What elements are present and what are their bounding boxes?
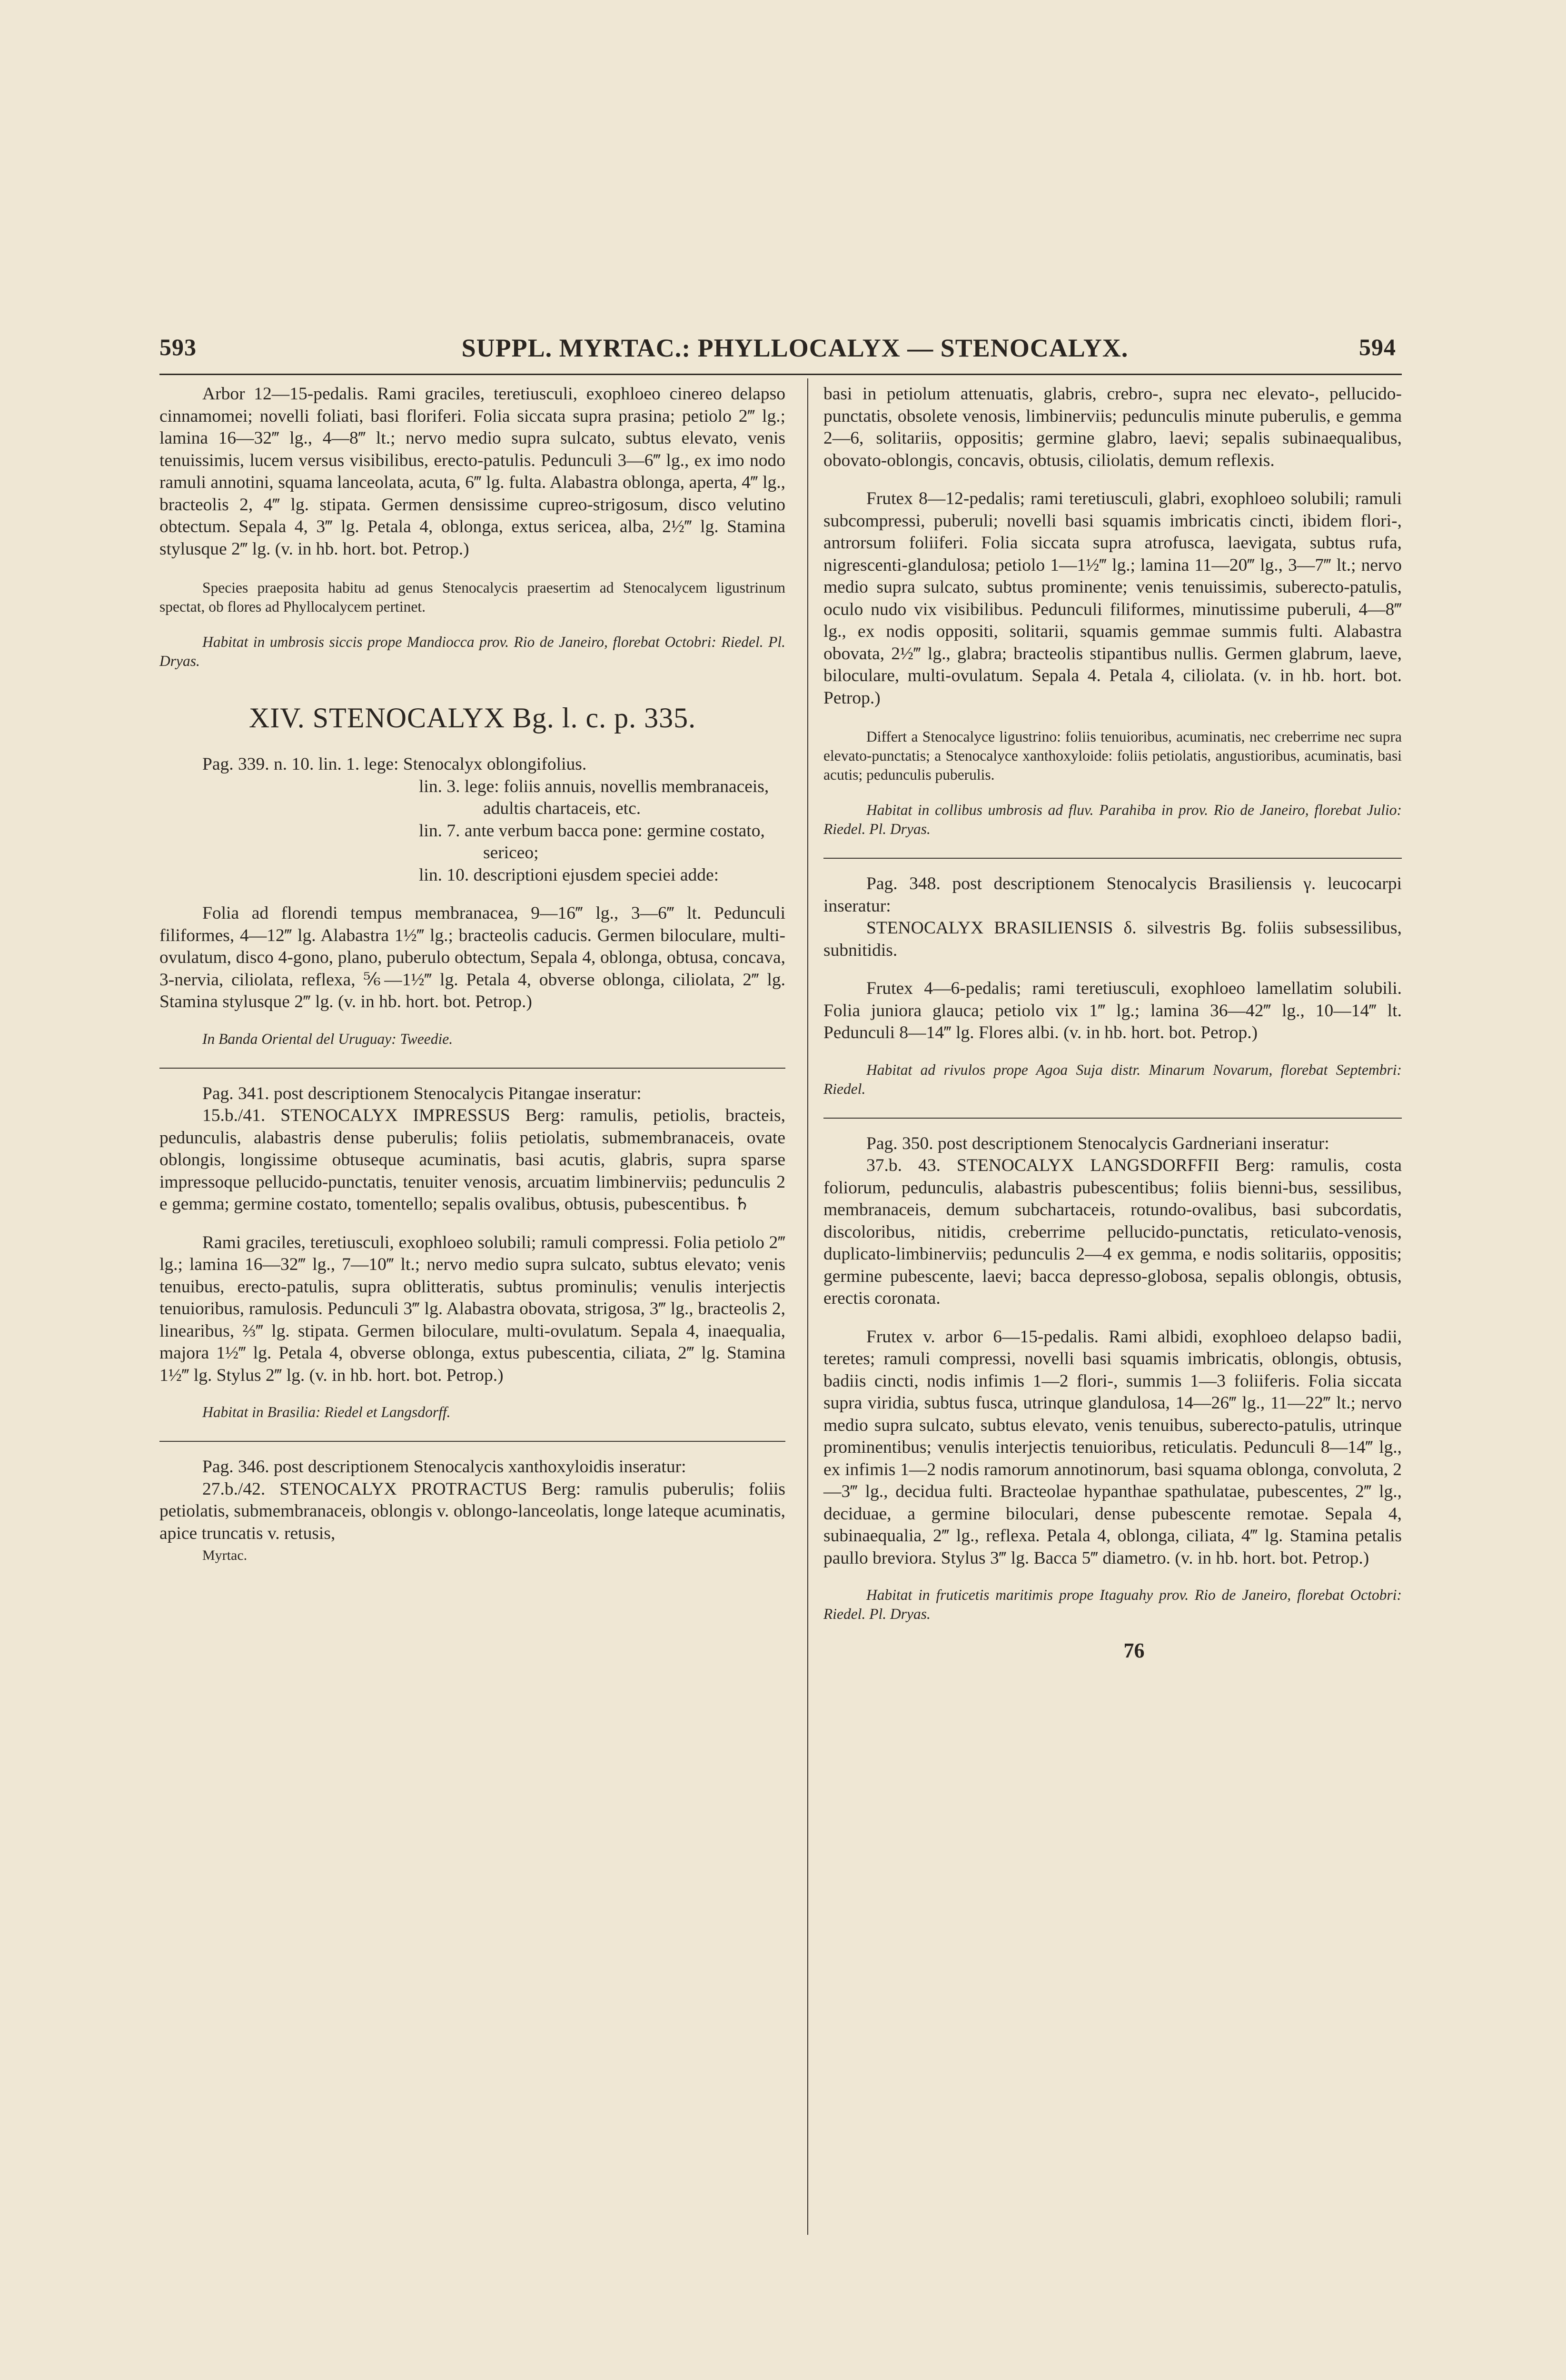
column-divider: [807, 378, 808, 2235]
habitat-note: In Banda Oriental del Uruguay: Tweedie.: [202, 1030, 453, 1047]
description-paragraph: Rami graciles, teretiusculi, exophloeo solubili; ramuli compressi. Folia petiolo 2‴ lg.; lamina 16—32‴ lg., 7—10‴ lt.; nervo medio supra sulcato, subtus elevato; venis tenuibus, erecto-patulis, supra oblitteratis, subtus prominulis; venulis interjectis tenuioribus, ramulosis. Pedunculi 3‴ lg. Alabastra obovata, strigosa, 3‴ lg., bracteolis 2, linearibus, ⅔‴ lg. stipata. Germen biloculare, multi-ovulatum. Sepala 4, inaequalia, majora 1½‴ lg. Petala 4, obverse oblonga, extus pubescentia, ciliata, 2‴ lg. Stamina 1½‴ lg. Stylus 2‴ lg. (v. in hb. hort. bot. Petrop.): [159, 1232, 785, 1385]
page-number-left: 593: [159, 334, 197, 360]
description-paragraph: Frutex v. arbor 6—15-pedalis. Rami albidi, exophloeo delapso badii, teretes; ramuli compressi, novelli basi squamis imbricatis, oblongis, obtusis, badiis cincti, nodis infimis 1—2 flori-, summis 1—3 foliiferis. Folia siccata supra viridia, subtus fusca, utrinque glandulosa, 14—26‴ lg., 11—22‴ lt.; nervo medio supra sulcato, subtus elevato, venis tenuibus, suberecto-patulis, utrinque prominentibus; venulis interjectis tenuioribus, reticulatis. Pedunculi 8—14‴ lg., ex infimis 1—2 nodis ramorum annotinorum, basi squama oblonga, convoluta, 2—3‴ lg., decidua fulti. Bracteolae hypanthae spathulatae, pubescentes, 2‴ lg., deciduae, a germine biloculari, dense pubescente remotae. Sepala 4, subinaequalia, 2‴ lg., reflexa. Petala 4, oblonga, ciliata, 4‴ lg. Stamina petalis paullo breviora. Stylus 3‴ lg. Bacca 5‴ diametro. (v. in hb. hort. bot. Petrop.): [823, 1327, 1402, 1568]
description-paragraph: Arbor 12—15-pedalis. Rami graciles, teretiusculi, exophloeo cinereo delapso cinnamomei; novelli foliati, basi floriferi. Folia siccata supra prasina; petiolo 2‴ lg.; lamina 16—32‴ lg., 4—8‴ lt.; nervo medio supra sulcato, subtus elevato, venis tenuissimis, lucem versus visibilibus, erecto-patulis. Pedunculi 3—6‴ lg., ex imo nodo ramuli annotini, squama lanceolata, acuta, 6‴ lg. fulta. Alabastra oblonga, aperta, 4‴ lg., bracteolis 2, 4‴ lg. stipata. Germen densissime cupreo-strigosum, disco velutino obtectum. Sepala 4, 3‴ lg. Petala 4, oblonga, extus sericea, alba, 2½‴ lg. Stamina stylusque 2‴ lg. (v. in hb. hort. bot. Petrop.): [159, 384, 785, 559]
page-reference: Pag. 339. n. 10. lin. 1. lege: Stenocalyx oblongifolius.: [202, 754, 587, 774]
variety-diagnosis: STENOCALYX BRASILIENSIS δ. silvestris Bg. foliis subsessilibus, subnitidis.: [823, 918, 1402, 960]
line-correction-cont: adultis chartaceis, etc.: [483, 799, 641, 818]
page-reference: Pag. 341. post descriptionem Stenocalycis Pitangae inseratur:: [202, 1083, 642, 1103]
separator-line: [823, 1118, 1402, 1119]
separator-line: [159, 1068, 785, 1069]
species-diagnosis: 37.b. 43. STENOCALYX LANGSDORFFII Berg: ramulis, costa foliorum, pedunculis, alabastris pubescentibus; foliis bienni-bus, sessilibus, membranaceis, demum subchartaceis, rotundo-ovalibus, basi subcordatis, discoloribus, nitidis, creberrime pellucido-punctatis, reticulato-venosis, duplicato-limbinerviis; pedunculis 2—4 ex gemma, e nodis solitariis, oppositis; germine pubescente, laevi; bacca depresso-globosa, sepalis oblongis, obtusis, erectis coronata.: [823, 1156, 1402, 1308]
description-paragraph: Frutex 4—6-pedalis; rami teretiusculi, exophloeo lamellatim solubili. Folia juniora glauca; petiolo vix 1‴ lg.; lamina 36—42‴ lg., 10—14‴ lt. Pedunculi 8—14‴ lg. Flores albi. (v. in hb. hort. bot. Petrop.): [823, 979, 1402, 1042]
line-correction-text: lin. 7. ante verbum bacca pone: germine costato,: [419, 821, 765, 841]
page-reference: Pag. 350. post descriptionem Stenocalycis Gardneriani inseratur:: [866, 1133, 1329, 1153]
line-correction: [159, 776, 785, 820]
separator-line: [823, 858, 1402, 859]
running-title: SUPPL. MYRTAC.: PHYLLOCALYX — STENOCALYX.: [461, 334, 1129, 362]
left-column: [159, 383, 785, 1567]
line-correction-cont: sericeo;: [483, 843, 539, 863]
line-correction: lin. 10. descriptioni ejusdem speciei adde:: [419, 865, 719, 885]
page-reference: Pag. 348. post descriptionem Stenocalycis Brasiliensis γ. leucocarpi inseratur:: [823, 874, 1402, 916]
right-column: [823, 383, 1402, 1662]
habitat-note: Habitat in umbrosis siccis prope Mandiocca prov. Rio de Janeiro, florebat Octobri: Riedel. Pl. Dryas.: [159, 634, 785, 669]
header-rule: [159, 374, 1402, 375]
section-heading: XIV. STENOCALYX Bg. l. c. p. 335.: [248, 702, 696, 734]
habitat-note: Habitat ad rivulos prope Agoa Suja distr. Minarum Novarum, florebat Septembri: Riedel.: [823, 1061, 1402, 1097]
line-correction-text: lin. 3. lege: foliis annuis, novellis membranaceis,: [419, 776, 769, 796]
folio-number: 76: [1123, 1639, 1145, 1662]
signature-mark: Myrtac.: [202, 1547, 248, 1563]
page-reference: Pag. 346. post descriptionem Stenocalycis xanthoxyloidis inseratur:: [202, 1457, 686, 1477]
description-paragraph: Folia ad florendi tempus membranacea, 9—16‴ lg., 3—6‴ lt. Pedunculi filiformes, 4—12‴ lg. Alabastra 1½‴ lg.; bracteolis caducis. Germen biloculare, multi-ovulatum, disco 4-gono, plano, puberulo obtectum, Sepala 4, oblonga, obtusa, concava, 3-nervia, ciliolata, reflexa, ⅚—1½‴ lg. Petala 4, obverse oblonga, ciliolata, 2‴ lg. Stamina stylusque 2‴ lg. (v. in hb. hort. bot. Petrop.): [159, 903, 785, 1012]
remark-note: Differt a Stenocalyce ligustrino: foliis tenuioribus, acuminatis, nec creberrime nec supra elevato-punctatis; a Stenocalyce xanthoxyloide: foliis petiolatis, angustioribus, acuminatis, basi acutis; pedunculis puberulis.: [823, 728, 1402, 783]
separator-line: [159, 1441, 785, 1442]
species-diagnosis: 15.b./41. STENOCALYX IMPRESSUS Berg: ramulis, petiolis, bracteis, pedunculis, alabastris dense puberulis; foliis petiolatis, submembranaceis, ovate oblongis, longissime obtuseque acuminatis, basi acutis, glabris, supra sparse impressoque pellucido-punctatis, tenuiter venosis, arcuatim limbinerviis; pedunculis 2 e gemma; germine costato, tomentello; sepalis ovalibus, obtusis, pubescentibus. ♄: [159, 1106, 785, 1214]
line-correction: [159, 820, 785, 864]
description-paragraph: Frutex 8—12-pedalis; rami teretiusculi, glabri, exophloeo solubili; ramuli subcompressi, puberuli; novelli basi squamis imbricatis cincti, ibidem flori-, antrorsum foliiferi. Folia siccata supra atrofusca, laevigata, subtus rufa, nigrescenti-glandulosa; petiolo 1—1½‴ lg.; lamina 11—20‴ lg., 3—7‴ lt.; nervo medio supra sulcato, subtus prominente; venis tenuissimis, suberecto-patulis, oculo nudo vix visibilibus. Pedunculi filiformes, minutissime puberuli, 4—8‴ lg., ex nodis oppositi, solitarii, squamis gemmae summis fulti. Alabastra obovata, 2½‴ lg., glabra; bracteolis stipantibus nullis. Germen glabrum, laeve, biloculare, multi-ovulatum. Sepala 4. Petala 4, ciliolata. (v. in hb. hort. bot. Petrop.): [823, 489, 1402, 708]
habitat-note: Habitat in fruticetis maritimis prope Itaguahy prov. Rio de Janeiro, florebat Octobri: Riedel. Pl. Dryas.: [823, 1587, 1402, 1622]
description-paragraph: basi in petiolum attenuatis, glabris, crebro-, supra nec elevato-, pellucido-punctatis, obsolete venosis, limbinerviis; pedunculis minute puberulis, e gemma 2—6, solitariis, oppositis; germine glabro, laevi; sepalis subinaequalibus, obovato-oblongis, concavis, obtusis, ciliolatis, demum reflexis.: [823, 384, 1402, 470]
species-diagnosis: 27.b./42. STENOCALYX PROTRACTUS Berg: ramulis puberulis; foliis petiolatis, submembranaceis, oblongis v. oblongo-lanceolatis, longe lateque acuminatis, apice truncatis v. retusis,: [159, 1479, 785, 1543]
habitat-note: Habitat in Brasilia: Riedel et Langsdorff.: [202, 1404, 451, 1420]
remark-note: Species praeposita habitu ad genus Stenocalycis praesertim ad Stenocalycem ligustrinum spectat, ob flores ad Phyllocalycem pertinet.: [159, 579, 785, 615]
habitat-note: Habitat in collibus umbrosis ad fluv. Parahiba in prov. Rio de Janeiro, florebat Julio: Riedel. Pl. Dryas.: [823, 802, 1402, 837]
page-number-right: 594: [1359, 334, 1396, 360]
